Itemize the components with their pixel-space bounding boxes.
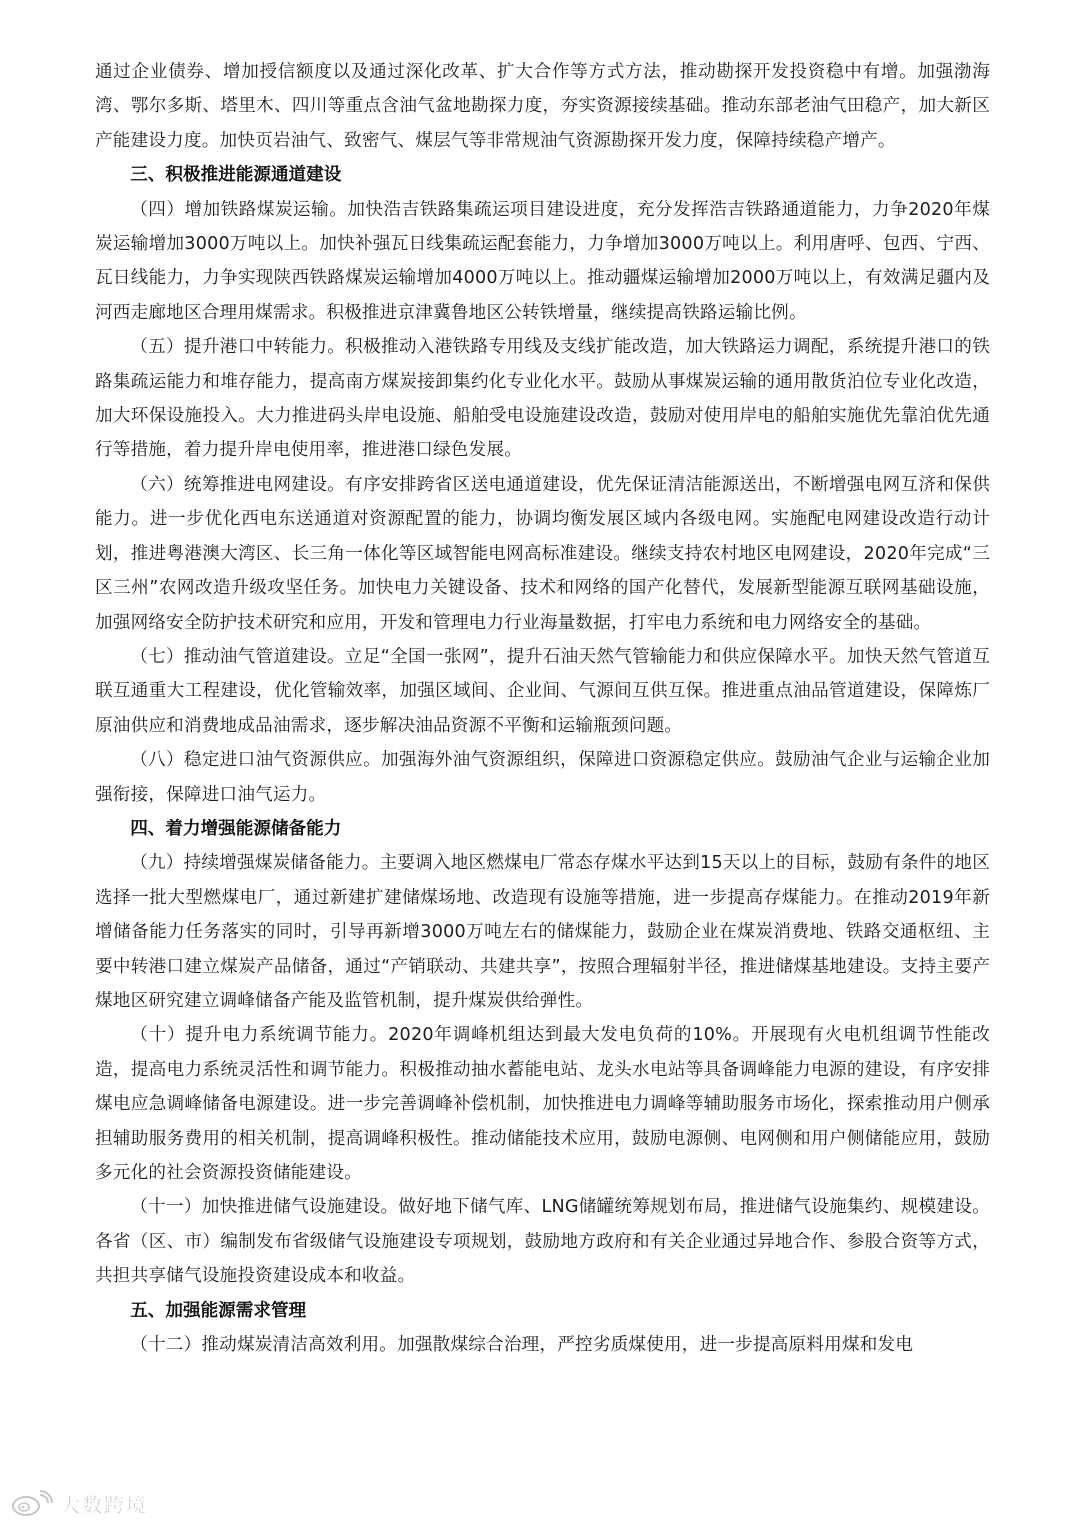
- paragraph-9: （九）持续增强煤炭储备能力。主要调入地区燃煤电厂常态存煤水平达到15天以上的目标，鼓励有条件的地区选择一批大型燃煤电厂，通过新建扩建储煤场地、改造现有设施等措施，进一步提高存煤能力。在推动2019年新增储备能力任务落实的同时，引导再新增3000万吨左右的储煤能力，鼓励企业在煤炭消费地、铁路交通枢纽、主要中转港口建立煤炭产品储备，通过“产销联动、共建共享”，按照合理辐射半径，推进储煤基地建设。支持主要产煤地区研究建立调峰储备产能及监管机制，提升煤炭供给弹性。: [95, 853, 990, 1011]
- section-heading-5: 五、加强能源需求管理: [130, 1300, 307, 1321]
- watermark-text: 大数跨境: [60, 1492, 148, 1517]
- paragraph-12: （十二）推动煤炭清洁高效利用。加强散煤综合治理，严控劣质煤使用，进一步提高原料用煤和发电: [130, 1335, 914, 1356]
- weibo-logo-icon: [10, 1489, 54, 1517]
- paragraph-11: （十一）加快推进储气设施建设。做好地下储气库、LNG储罐统筹规划布局，推进储气设施集约、规模建设。各省（区、市）编制发布省级储气设施建设专项规划，鼓励地方政府和有关企业通过异地合作、参股合资等方式，共担共享储气设施投资建设成本和收益。: [95, 1197, 990, 1287]
- watermark: [10, 1488, 148, 1518]
- paragraph-4: （四）增加铁路煤炭运输。加快浩吉铁路集疏运项目建设进度，充分发挥浩吉铁路通道能力，力争2020年煤炭运输增加3000万吨以上。加快补强瓦日线集疏运配套能力，力争增加3000万吨以上。利用唐呼、包西、宁西、瓦日线能力，力争实现陕西铁路煤炭运输增加4000万吨以上。推动疆煤运输增加2000万吨以上，有效满足疆内及河西走廊地区合理用煤需求。积极推进京津冀鲁地区公转铁增量，继续提高铁路运输比例。: [95, 199, 990, 323]
- document-body: [95, 55, 990, 1362]
- paragraph-7: （七）推动油气管道建设。立足“全国一张网”，提升石油天然气管输能力和供应保障水平。加快天然气管道互联互通重大工程建设，优化管输效率，加强区域间、企业间、气源间互供互保。推进重点油品管道建设，保障炼厂原油供应和消费地成品油需求，逐步解决油品资源不平衡和运输瓶颈问题。: [95, 646, 990, 736]
- paragraph-intro: 通过企业债券、增加授信额度以及通过深化改革、扩大合作等方式方法，推动勘探开发投资稳中有增。加强渤海湾、鄂尔多斯、塔里木、四川等重点含油气盆地勘探力度，夯实资源接续基础。推动东部老油气田稳产，加大新区产能建设力度。加快页岩油气、致密气、煤层气等非常规油气资源勘探开发力度，保障持续稳产增产。: [95, 62, 990, 151]
- paragraph-6: （六）统筹推进电网建设。有序安排跨省区送电通道建设，优先保证清洁能源送出，不断增强电网互济和保供能力。进一步优化西电东送通道对资源配置的能力，协调均衡发展区域内各级电网。实施配电网建设改造行动计划，推进粤港澳大湾区、长三角一体化等区域智能电网高标准建设。继续支持农村地区电网建设，2020年完成“三区三州”农网改造升级攻坚任务。加快电力关键设备、技术和网络的国产化替代，发展新型能源互联网基础设施，加强网络安全防护技术研究和应用，开发和管理电力行业海量数据，打牢电力系统和电力网络安全的基础。: [95, 474, 990, 633]
- paragraph-8: （八）稳定进口油气资源供应。加强海外油气资源组织，保障进口资源稳定供应。鼓励油气企业与运输企业加强衔接，保障进口油气运力。: [95, 750, 990, 805]
- section-heading-3: 三、积极推进能源通道建设: [130, 165, 342, 186]
- paragraph-10: （十）提升电力系统调节能力。2020年调峰机组达到最大发电负荷的10%。开展现有火电机组调节性能改造，提高电力系统灵活性和调节能力。积极推动抽水蓄能电站、龙头水电站等具备调峰能力电源的建设，有序安排煤电应急调峰储备电源建设。进一步完善调峰补偿机制，加快推进电力调峰等辅助服务市场化，探索推动用户侧承担辅助服务费用的相关机制，提高调峰积极性。推动储能技术应用，鼓励电源侧、电网侧和用户侧储能应用，鼓励多元化的社会资源投资储能建设。: [95, 1025, 990, 1183]
- paragraph-5: （五）提升港口中转能力。积极推动入港铁路专用线及支线扩能改造，加大铁路运力调配，系统提升港口的铁路集疏运能力和堆存能力，提高南方煤炭接卸集约化专业化水平。鼓励从事煤炭运输的通用散货泊位专业化改造，加大环保设施投入。大力推进码头岸电设施、船舶受电设施建设改造，鼓励对使用岸电的船舶实施优先靠泊优先通行等措施，着力提升岸电使用率，推进港口绿色发展。: [95, 337, 990, 461]
- section-heading-4: 四、着力增强能源储备能力: [130, 818, 342, 839]
